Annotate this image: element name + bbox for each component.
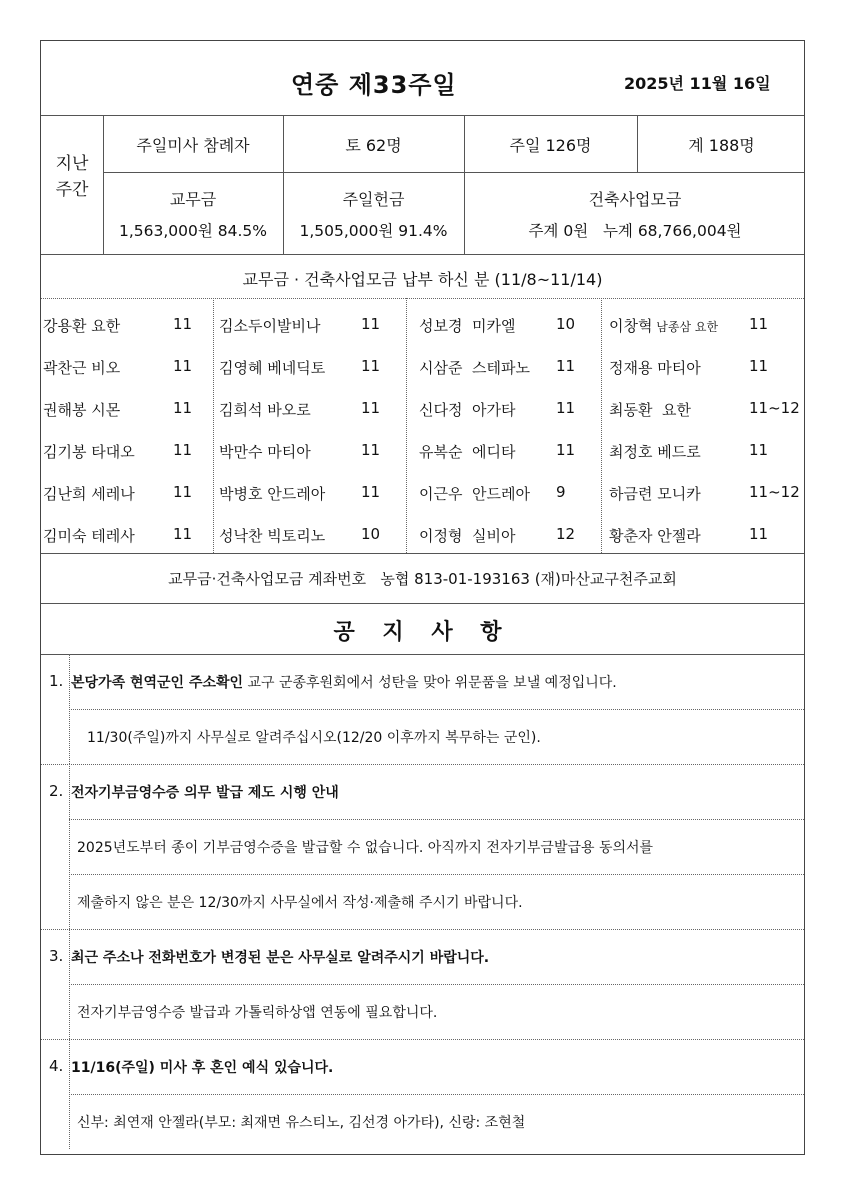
- donor-name: 최정호 베드로: [609, 443, 701, 461]
- divider: [41, 115, 804, 116]
- bulletin-page: [40, 40, 805, 1155]
- donor-weeks: 11: [749, 357, 769, 375]
- offering-value: 1,505,000원 91.4%: [299, 222, 448, 240]
- donor-weeks: 11: [173, 357, 193, 375]
- notice-detail: 신부: 최연재 안젤라(부모: 최재면 유스티노, 김선경 아가타), 신랑: 조현철: [77, 1115, 526, 1131]
- donor-weeks: 11~12: [749, 483, 800, 501]
- donor-weeks: 11: [173, 483, 193, 501]
- donor-name: 시삼준 스테파노: [419, 359, 530, 377]
- notice-detail: 전자기부금영수증 발급과 가톨릭하상앱 연동에 필요합니다.: [77, 1005, 438, 1021]
- donor-weeks: 11: [749, 525, 769, 543]
- notice-detail: 2025년도부터 종이 기부금영수증을 발급할 수 없습니다. 아직까지 전자기부금발급용 동의서를: [77, 840, 654, 856]
- donor-name: 황춘자 안젤라: [609, 527, 701, 545]
- notice-number: 1.: [49, 672, 64, 690]
- donor-name: 박만수 마티아: [219, 443, 311, 461]
- donor-weeks: 11: [173, 315, 193, 333]
- total-attendance: 계 188명: [688, 136, 755, 155]
- donor-weeks: 11: [173, 525, 193, 543]
- donor-weeks: 11: [556, 357, 576, 375]
- notice-number: 4.: [49, 1057, 64, 1075]
- donor-weeks: 11: [749, 441, 769, 459]
- offering-value: 주계 0원 누계 68,766,004원: [528, 222, 742, 240]
- donor-weeks: 11: [361, 357, 381, 375]
- donors-title: 교무금 · 건축사업모금 납부 하신 분 (11/8~11/14): [242, 270, 603, 289]
- notice-detail: 11/30(주일)까지 사무실로 알려주십시오(12/20 이후까지 복무하는 군인).: [87, 730, 541, 746]
- saturday-attendance: 토 62명: [345, 136, 402, 155]
- notice-number: 3.: [49, 947, 64, 965]
- donor-name: 김기봉 타대오: [43, 443, 135, 461]
- donor-weeks: 11: [173, 399, 193, 417]
- notice-title: 최근 주소나 전화번호가 변경된 분은 사무실로 알려주시기 바랍니다.: [71, 950, 490, 966]
- donor-weeks: 11: [361, 441, 381, 459]
- last-week-label: 지난 주간: [55, 154, 89, 200]
- donor-weeks: 11: [556, 399, 576, 417]
- donor-name: 김영혜 베네딕토: [219, 359, 326, 377]
- donor-name: 강용환 요한: [43, 317, 121, 335]
- bulletin-date: 2025년 11월 16일: [624, 74, 771, 93]
- donor-name: 이정형 실비아: [419, 527, 516, 545]
- notice-number: 2.: [49, 782, 64, 800]
- offering-value: 1,563,000원 84.5%: [118, 222, 268, 240]
- notice-title: 본당가족 현역군인 주소확인 교구 군종후원회에서 성탄을 맞아 위문품을 보낼 예정입니다.: [71, 675, 617, 691]
- notice-detail: 제출하지 않은 분은 12/30까지 사무실에서 작성·제출해 주시기 바랍니다.: [77, 895, 523, 911]
- donor-weeks: 12: [556, 525, 576, 543]
- offering-label: 건축사업모금: [588, 190, 682, 209]
- donor-name: 김희석 바오로: [219, 401, 311, 419]
- donor-weeks: 11: [556, 441, 576, 459]
- donor-name: 권해봉 시몬: [43, 401, 121, 419]
- sunday-attendance: 주일 126명: [509, 136, 592, 155]
- donor-weeks: 11: [749, 315, 769, 333]
- donor-name: 정재용 마티아: [609, 359, 701, 377]
- donor-name: 곽찬근 비오: [43, 359, 121, 377]
- page-title: 연중 제33주일: [291, 71, 457, 99]
- donor-name: 김미숙 테레사: [43, 527, 135, 545]
- donor-name: 유복순 에디타: [419, 443, 516, 461]
- donor-name: 박병호 안드레아: [219, 485, 326, 503]
- donor-name: 이근우 안드레아: [419, 485, 530, 503]
- donor-name: 성낙찬 빅토리노: [219, 527, 326, 545]
- notice-title: 전자기부금영수증 의무 발급 제도 시행 안내: [71, 785, 339, 801]
- offering-label: 교무금: [169, 190, 217, 209]
- donor-name: 최동환 요한: [609, 401, 691, 419]
- donor-weeks: 10: [556, 315, 576, 333]
- notice-title: 11/16(주일) 미사 후 혼인 예식 있습니다.: [71, 1060, 334, 1076]
- donor-name: 이창혁 남종삼 요한: [609, 317, 719, 335]
- donor-name: 김난희 세레나: [43, 485, 135, 503]
- donor-weeks: 10: [361, 525, 381, 543]
- donor-weeks: 11~12: [749, 399, 800, 417]
- donor-weeks: 11: [361, 483, 381, 501]
- donor-weeks: 11: [361, 315, 381, 333]
- donor-name: 신다정 아가타: [419, 401, 516, 419]
- offering-label: 주일헌금: [342, 190, 405, 209]
- donor-weeks: 11: [361, 399, 381, 417]
- notices-heading: 공 지 사 항: [333, 620, 512, 645]
- donor-weeks: 11: [173, 441, 193, 459]
- donor-name: 성보경 미카엘: [419, 317, 516, 335]
- donor-name: 하금련 모니카: [609, 485, 701, 503]
- attendance-label: 주일미사 참례자: [136, 136, 250, 155]
- account-info: 교무금·건축사업모금 계좌번호 농협 813-01-193163 (재)마산교구천주교회: [168, 570, 677, 588]
- donor-weeks: 9: [556, 483, 566, 501]
- donor-name: 김소두이발비나: [219, 317, 321, 335]
